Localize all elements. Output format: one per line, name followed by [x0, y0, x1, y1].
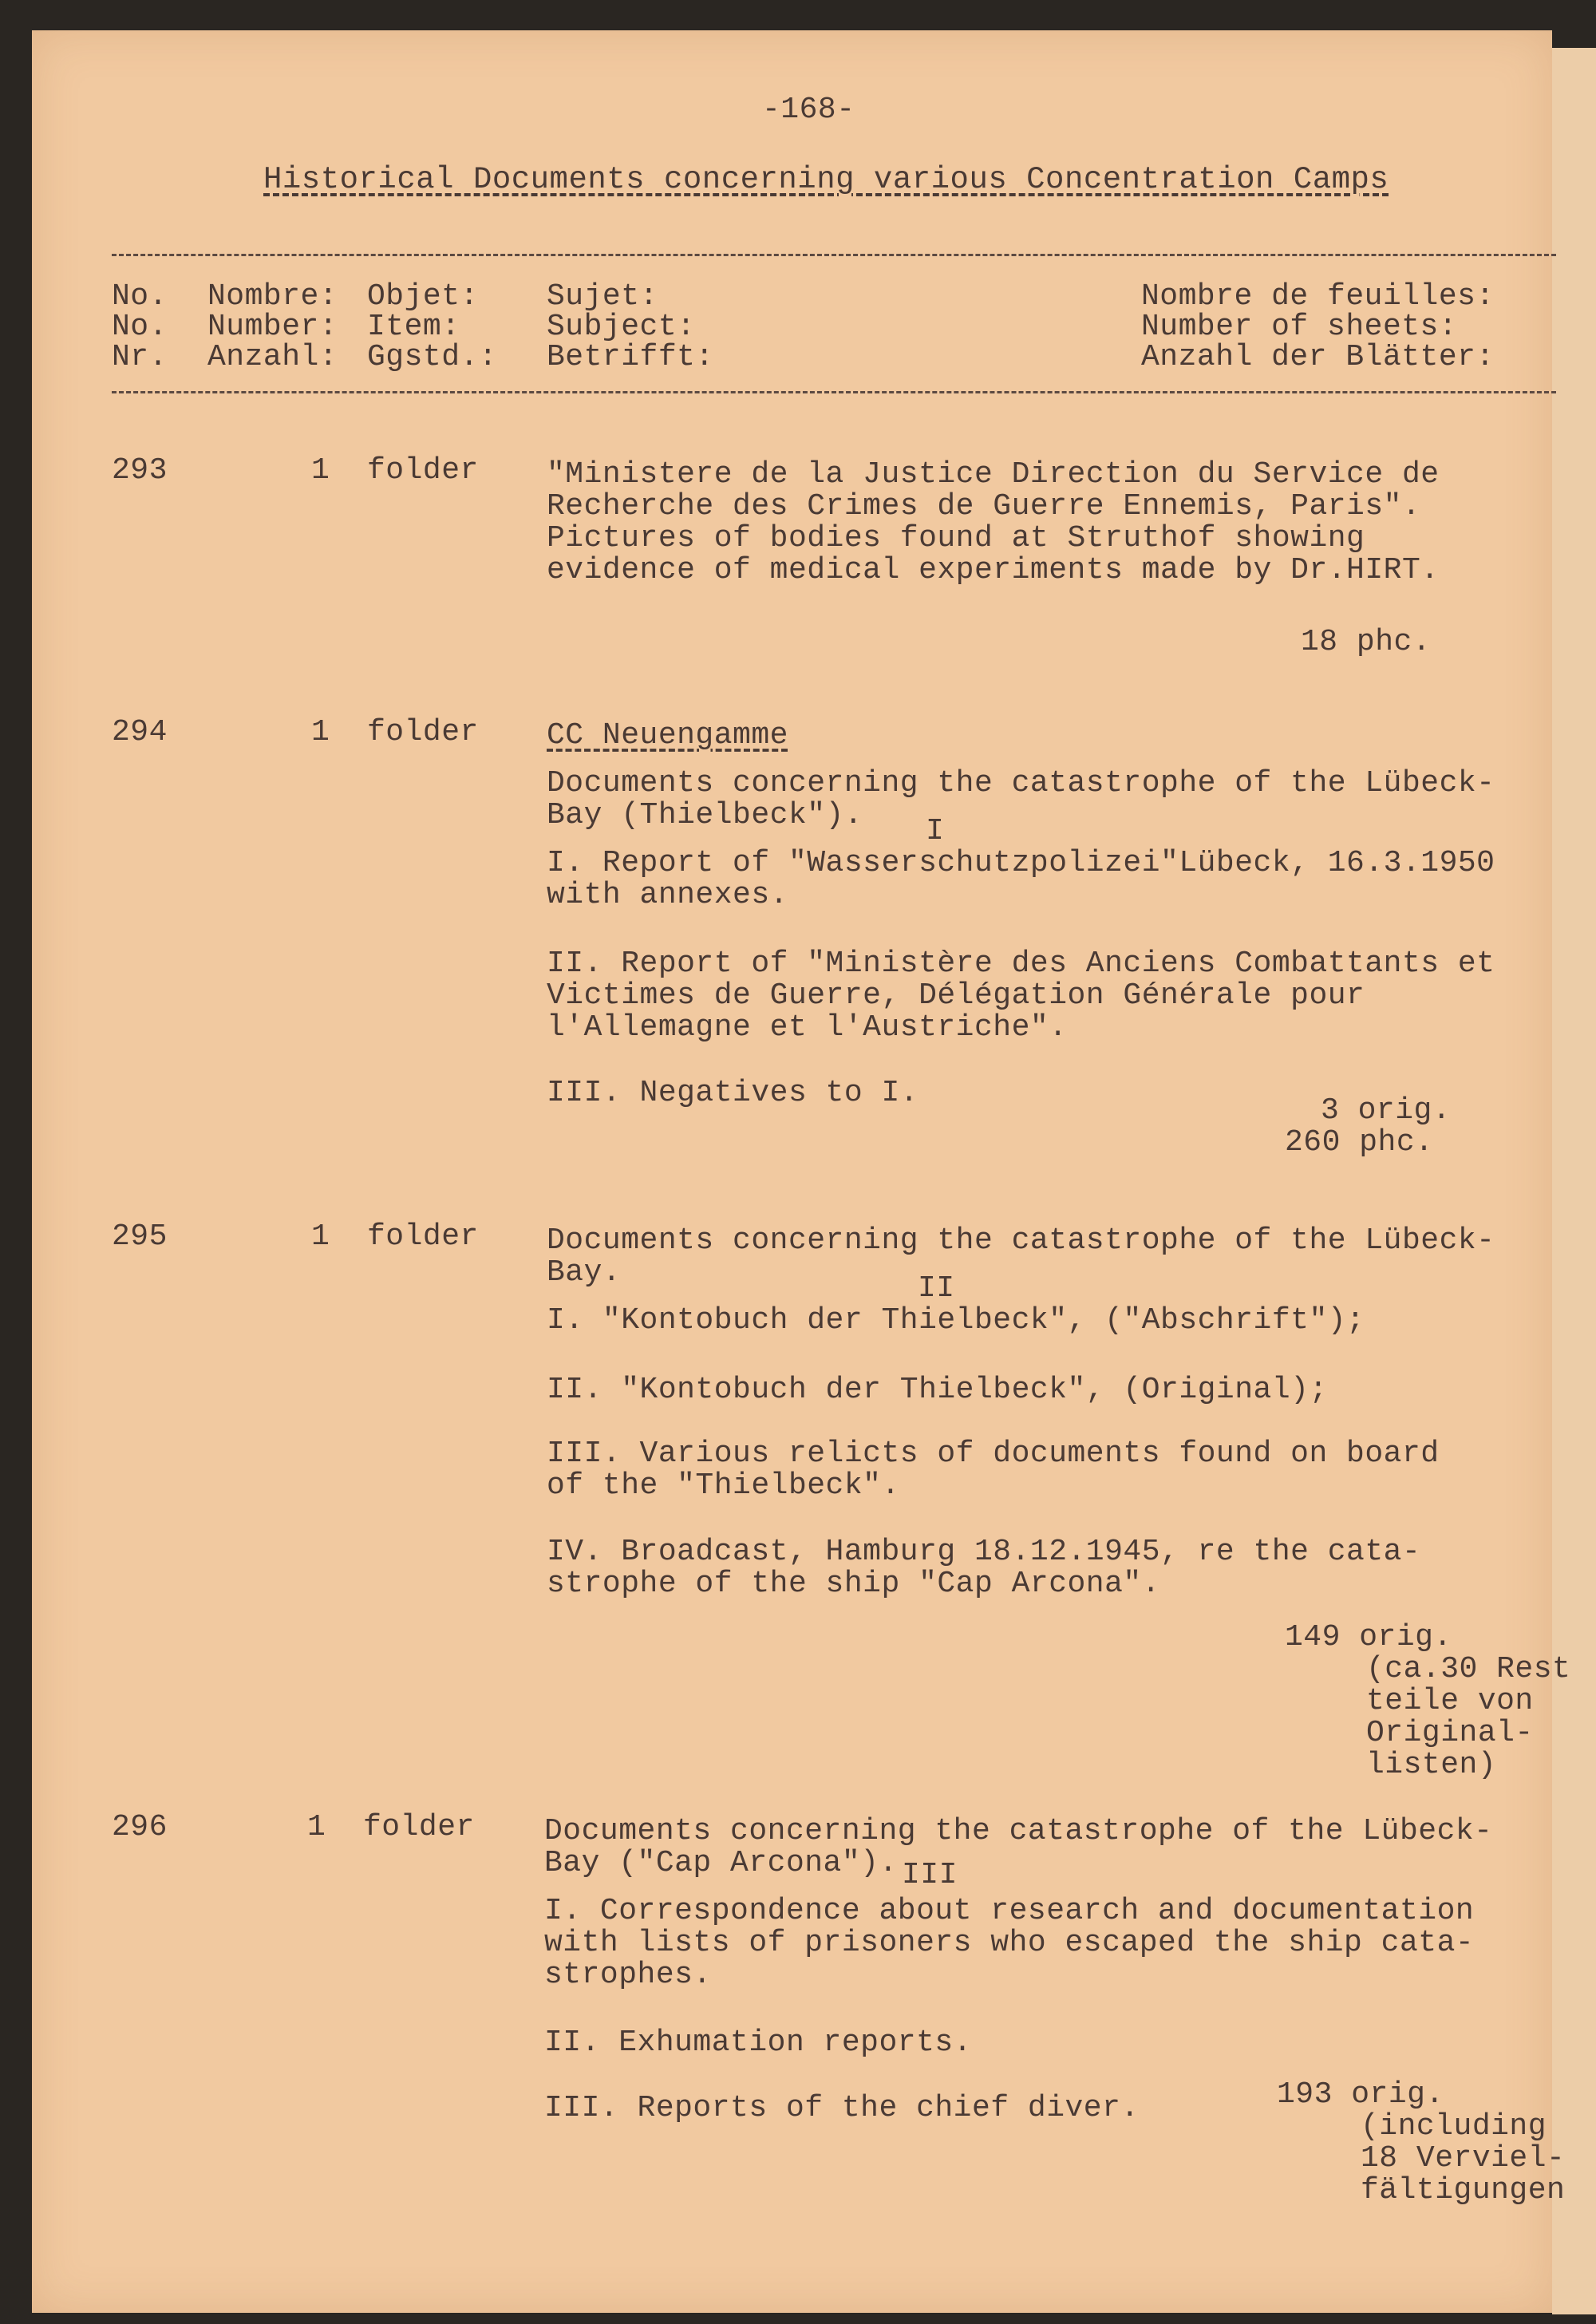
col-no-de: Nr. [112, 340, 168, 374]
entry-line: of the "Thielbeck". [547, 1468, 900, 1503]
adjacent-page-edge [1552, 48, 1596, 2314]
entry-marker: I [926, 814, 945, 848]
entry-line: III. Reports of the chief diver. [544, 2091, 1140, 2125]
entry-line: II. "Kontobuch der Thielbeck", (Original); [547, 1373, 1328, 1407]
col-number-fr: Nombre: [207, 279, 338, 314]
entry-item: folder [363, 1810, 475, 1844]
entry-number: 1 [307, 1810, 326, 1844]
col-subject-fr: Sujet: [547, 279, 658, 314]
entry-marker: II [918, 1271, 955, 1306]
col-subject-en: Subject: [547, 310, 696, 344]
entry-line: I. "Kontobuch der Thielbeck", ("Abschrift"); [547, 1303, 1365, 1338]
col-no-fr: No. [112, 279, 168, 314]
entry-no: 295 [112, 1219, 168, 1254]
entry-line: evidence of medical experiments made by Dr.HIRT. [547, 553, 1440, 587]
page-title: Historical Documents concerning various Concentration Camps [263, 162, 1389, 197]
entry-line: III. Negatives to I. [547, 1076, 919, 1110]
entry-sheets: 149 orig. [1285, 1620, 1452, 1654]
entry-line: Recherche des Crimes de Guerre Ennemis, Paris". [547, 489, 1421, 524]
header-top-rule [112, 254, 1556, 256]
entry-sheets: 18 phc. [1301, 625, 1432, 659]
col-sheets-en: Number of sheets: [1141, 310, 1458, 344]
entry-sheets: 193 orig. [1277, 2077, 1444, 2112]
entry-line: strophes. [544, 1958, 712, 1992]
entry-line: IV. Broadcast, Hamburg 18.12.1945, re the cata- [547, 1535, 1421, 1569]
entry-line: l'Allemagne et l'Austriche". [547, 1010, 1068, 1045]
entry-line: I. Report of "Wasserschutzpolizei"Lübeck, 16.3.1950 [547, 846, 1495, 880]
entry-number: 1 [311, 715, 330, 749]
entry-marker: III [902, 1858, 958, 1892]
entry-item: folder [367, 453, 479, 488]
col-subject-de: Betrifft: [547, 340, 714, 374]
col-item-de: Ggstd.: [367, 340, 498, 374]
entry-line: II. Report of "Ministère des Anciens Combattants et [547, 947, 1495, 981]
entry-line: III. Various relicts of documents found on board [547, 1437, 1440, 1471]
col-sheets-fr: Nombre de feuilles: [1141, 279, 1495, 314]
entry-sheets: 18 Verviel- [1361, 2141, 1566, 2176]
entry-item: folder [367, 715, 479, 749]
col-number-de: Anzahl: [207, 340, 338, 374]
entry-line: Bay. [547, 1255, 622, 1290]
entry-sheets: fältigungen [1361, 2173, 1566, 2207]
entry-line: Bay ("Cap Arcona"). [544, 1846, 898, 1880]
entry-sheets: (including [1361, 2109, 1547, 2144]
page-number: -168- [762, 93, 855, 127]
entry-line: Pictures of bodies found at Struthof showing [547, 521, 1365, 555]
entry-number: 1 [311, 1219, 330, 1254]
entry-sheets: 260 phc. [1285, 1125, 1434, 1160]
entry-sheets: listen) [1366, 1748, 1497, 1782]
entry-line: strophe of the ship "Cap Arcona". [547, 1567, 1161, 1601]
entry-sheets: Original- [1366, 1716, 1534, 1750]
entry-line: Documents concerning the catastrophe of the Lübeck- [544, 1814, 1493, 1848]
col-sheets-de: Anzahl der Blätter: [1141, 340, 1495, 374]
entry-sheets: 3 orig. [1321, 1093, 1452, 1128]
col-number-en: Number: [207, 310, 338, 344]
col-item-en: Item: [367, 310, 460, 344]
header-bottom-rule [112, 391, 1556, 393]
col-no-en: No. [112, 310, 168, 344]
entry-line: Documents concerning the catastrophe of the Lübeck- [547, 1223, 1495, 1258]
entry-line: "Ministere de la Justice Direction du Service de [547, 457, 1440, 492]
entry-sheets: (ca.30 Rest [1366, 1652, 1571, 1686]
entry-no: 293 [112, 453, 168, 488]
entry-number: 1 [311, 453, 330, 488]
entry-heading: CC Neuengamme [547, 718, 788, 753]
entry-no: 296 [112, 1810, 168, 1844]
entry-line: Documents concerning the catastrophe of the Lübeck- [547, 766, 1495, 800]
entry-line: with lists of prisoners who escaped the ship cata- [544, 1926, 1475, 1960]
entry-no: 294 [112, 715, 168, 749]
entry-line: with annexes. [547, 878, 788, 912]
entry-sheets: teile von [1366, 1684, 1534, 1718]
entry-item: folder [367, 1219, 479, 1254]
entry-line: Victimes de Guerre, Délégation Générale pour [547, 978, 1365, 1013]
col-item-fr: Objet: [367, 279, 479, 314]
entry-line: Bay (Thielbeck"). [547, 798, 863, 832]
entry-line: I. Correspondence about research and documentation [544, 1894, 1475, 1928]
entry-line: II. Exhumation reports. [544, 2026, 972, 2060]
